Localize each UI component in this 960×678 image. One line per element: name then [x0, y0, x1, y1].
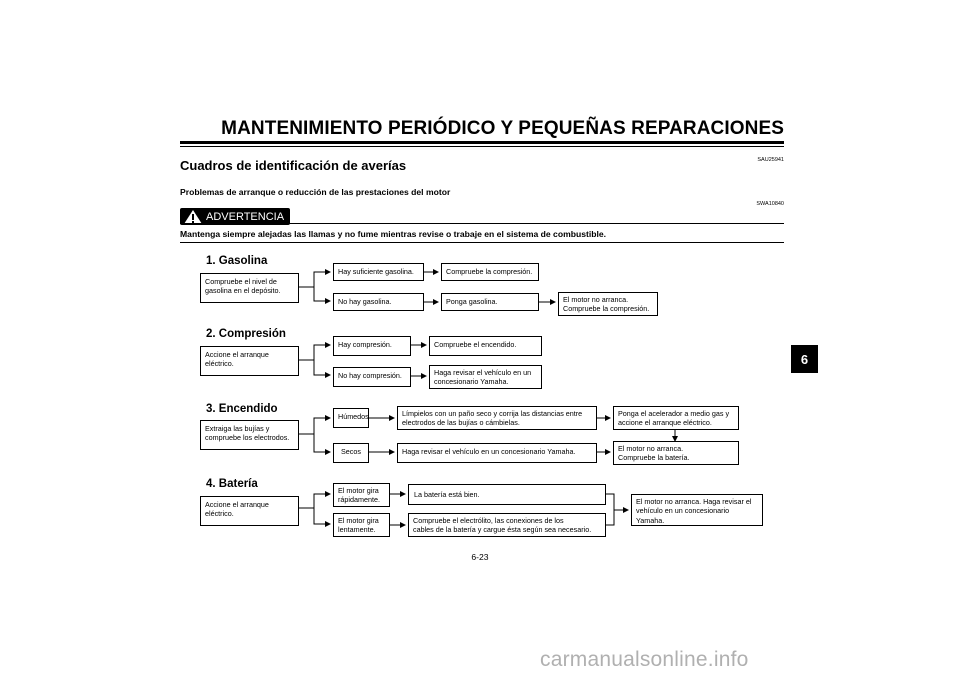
compresion-yes-result-box: Compruebe el encendido. [429, 336, 542, 356]
gasolina-no-result-box: El motor no arranca. Compruebe la compresión. [558, 292, 658, 316]
diagram-title-encendido: 3. Encendido [206, 403, 278, 415]
diagram-title-compresion: 2. Compresión [206, 328, 286, 340]
diagram-title-gasolina: 1. Gasolina [206, 255, 268, 267]
watermark-text: carmanualsonline.info [540, 648, 749, 671]
section-title: Cuadros de identificación de averías [180, 158, 407, 173]
compresion-yes-box: Hay compresión. [333, 336, 411, 356]
gasolina-start-box: Compruebe el nivel de gasolina en el depósito. [200, 273, 299, 303]
bateria-slow-box: El motor gira lentamente. [333, 513, 390, 537]
compresion-start-box: Accione el arranque eléctrico. [200, 346, 299, 376]
bateria-final-box: El motor no arranca. Haga revisar el vehículo en un concesionario Yamaha. [631, 494, 763, 526]
bateria-fast-result-box: La batería está bien. [408, 484, 606, 505]
encendido-wet-action-box: Límpielos con un paño seco y corrija las distancias entre electrodos de las bujías o cámbielas. [397, 406, 597, 430]
encendido-start-box: Extraiga las bujías y compruebe los electrodos. [200, 420, 299, 450]
warning-label: ADVERTENCIA [206, 210, 285, 223]
chapter-tab: 6 [791, 345, 818, 373]
compresion-no-box: No hay compresión. [333, 367, 411, 387]
section-code: SAU25941 [757, 157, 784, 163]
gasolina-yes-result-box: Compruebe la compresión. [441, 263, 539, 281]
warning-text: Mantenga siempre alejadas las llamas y no fume mientras revise o trabaje en el sistema de combustible. [180, 229, 607, 239]
compresion-no-result-box: Haga revisar el vehículo en un concesionario Yamaha. [429, 365, 542, 389]
bateria-start-box: Accione el arranque eléctrico. [200, 496, 299, 526]
encendido-wet-result-box: Ponga el acelerador a medio gas y accione el arranque eléctrico. [613, 406, 739, 430]
warning-code: SWA10840 [756, 201, 784, 207]
gasolina-yes-box: Hay suficiente gasolina. [333, 263, 424, 281]
encendido-dry-action-box: Haga revisar el vehículo en un concesionario Yamaha. [397, 443, 597, 463]
encendido-wet-box: Húmedos [333, 408, 369, 428]
diagram-title-bateria: 4. Batería [206, 478, 258, 490]
sub-title: Problemas de arranque o reducción de las prestaciones del motor [180, 187, 451, 197]
encendido-dry-box: Secos [333, 443, 369, 463]
gasolina-no-action-box: Ponga gasolina. [441, 293, 539, 311]
page-number: 6-23 [471, 552, 489, 562]
gasolina-no-box: No hay gasolina. [333, 293, 424, 311]
bateria-fast-box: El motor gira rápidamente. [333, 483, 390, 507]
encendido-dry-result-box: El motor no arranca. Compruebe la batería. [613, 441, 739, 465]
page-header-title: MANTENIMIENTO PERIÓDICO Y PEQUEÑAS REPARACIONES [221, 118, 784, 139]
bateria-slow-action-box: Compruebe el electrólito, las conexiones de los cables de la batería y cargue ésta según sea necesario. [408, 513, 606, 537]
